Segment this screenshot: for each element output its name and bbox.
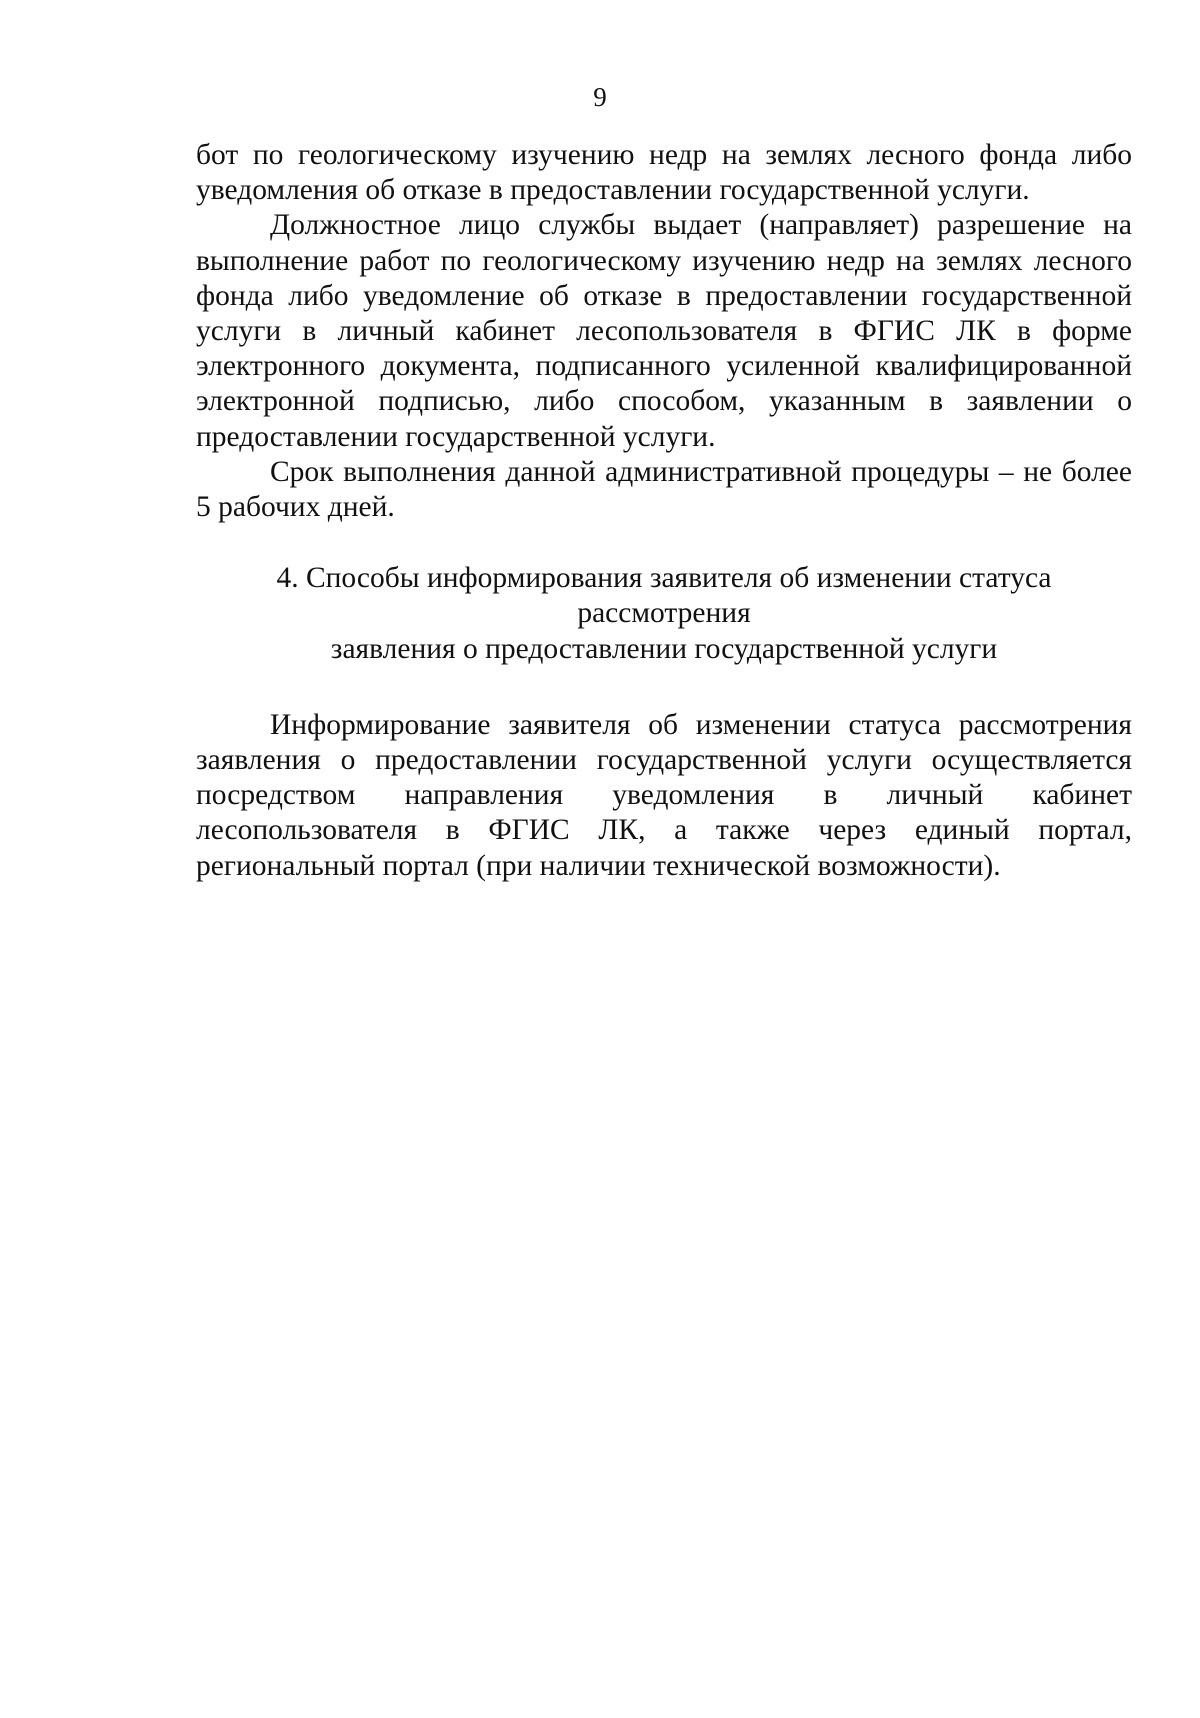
paragraph-informing: Информирование заявителя об изменении статуса рассмотрения заявления о предоставлении государственной услуги осуществляется посредством направления уведомления в личный кабинет лесопользователя в ФГИС ЛК, а также через единый портал, региональный портал (при наличии технической возможности). [196,708,1132,882]
section-heading-line-2: заявления о предоставлении государственной услуги [330,632,998,665]
document-body [196,138,1132,884]
section-heading-line-1: 4. Способы информирования заявителя об изменении статуса рассмотрения [276,562,1052,630]
section-heading [196,561,1132,667]
paragraph-deadline: Срок выполнения данной административной процедуры – не более 5 рабочих дней. [196,455,1132,524]
page-number: 9 [593,82,607,112]
paragraph-issuance: Должностное лицо службы выдает (направляет) разрешение на выполнение работ по геологическому изучению недр на землях лесного фонда либо уведомление об отказе в предоставлении государственной услуги в личный кабинет лесопользователя в ФГИС ЛК в форме электронного документа, подписанного усиленной квалифицированной электронной подписью, либо способом, указанным в заявлении о предоставлении государственной услуги. [196,209,1132,453]
paragraph-continuation: бот по геологическому изучению недр на землях лесного фонда либо уведомления об отказе в предоставлении государственной услуги. [196,139,1132,207]
